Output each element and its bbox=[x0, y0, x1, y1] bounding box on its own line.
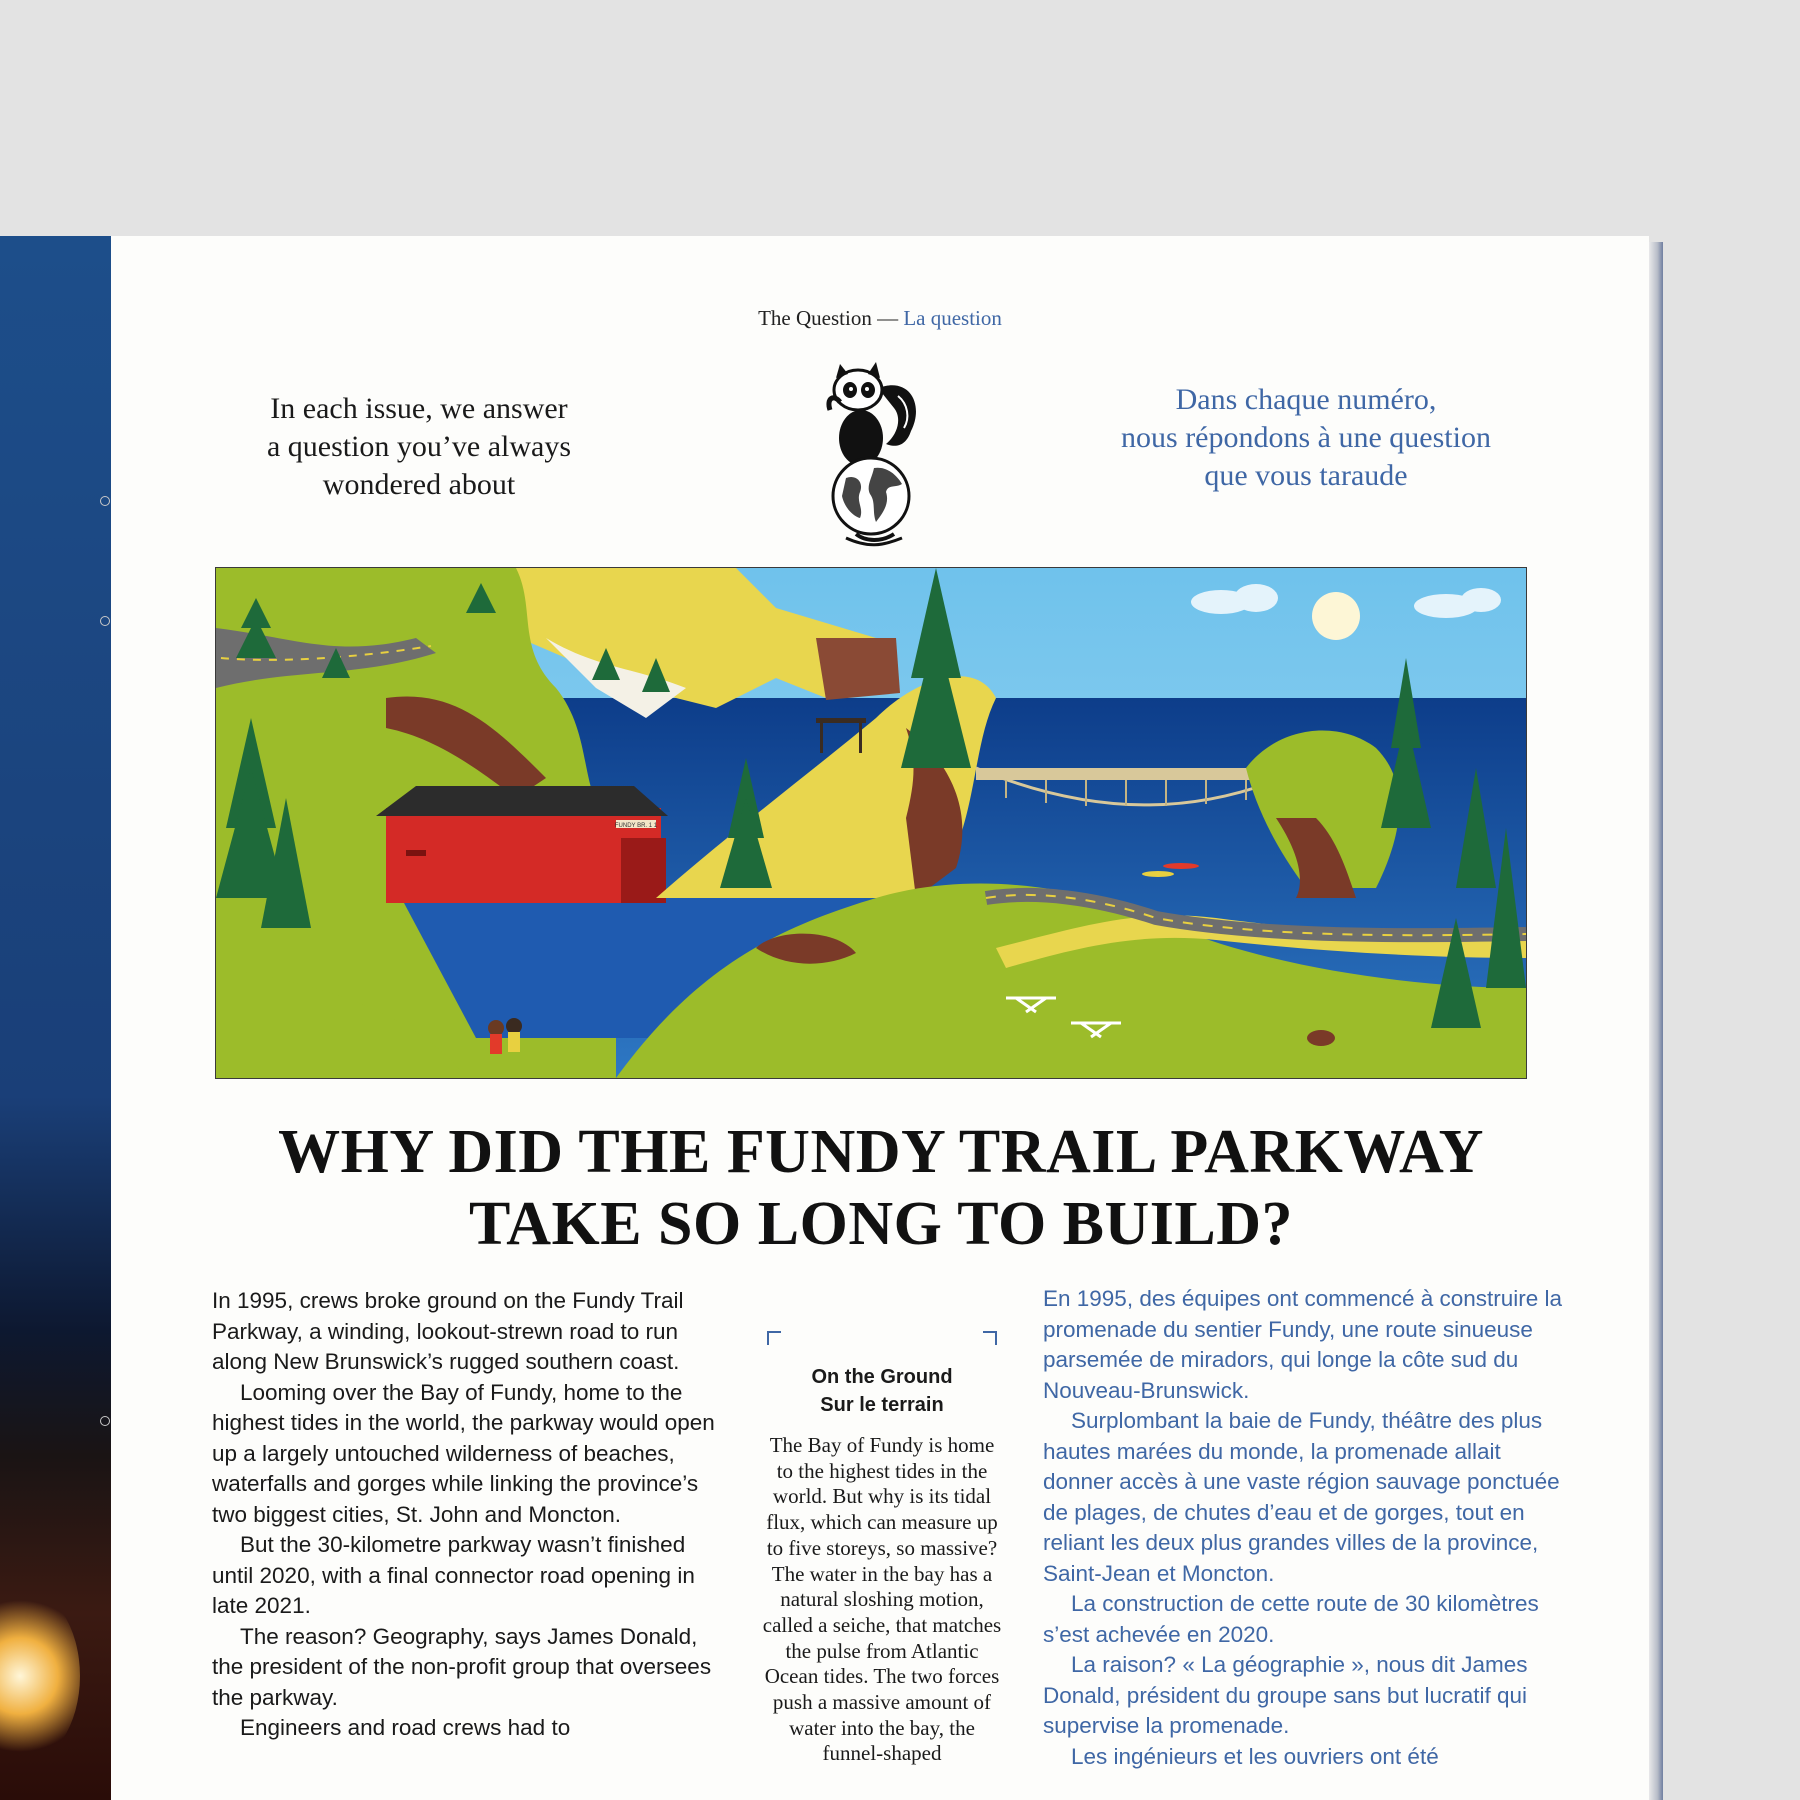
squirrel-globe-mascot-icon bbox=[816, 356, 926, 548]
headline-line: TAKE SO LONG TO BUILD? bbox=[468, 1190, 1294, 1258]
intro-french bbox=[1071, 381, 1541, 495]
page-stack-edge bbox=[1649, 242, 1663, 1800]
corner-mark bbox=[983, 1331, 997, 1345]
paragraph: La raison? « La géographie », nous dit James Donald, président du groupe sans but lucratif qui supervise la promenade. bbox=[1043, 1652, 1528, 1738]
kicker-en: The Question bbox=[758, 306, 872, 330]
section-kicker bbox=[111, 306, 1649, 331]
sidebar-title-en: On the Ground bbox=[811, 1366, 953, 1388]
headline-line: WHY DID THE FUNDY TRAIL PARKWAY bbox=[278, 1118, 1484, 1186]
paragraph: Engineers and road crews had to bbox=[240, 1715, 571, 1740]
sidebar-body: The Bay of Fundy is home to the highest tides in the world. But why is its tidal flux, which can measure up to five storeys, so massive? The water in the bay has a natural sloshing motion, called a seiche, that matches the pulse from Atlantic Ocean tides. The two forces push a massive amount of water into the bay, the funnel-shaped bbox=[762, 1433, 1002, 1766]
paragraph: Les ingénieurs et les ouvriers ont été bbox=[1071, 1743, 1439, 1769]
intro-line: que vous taraude bbox=[1204, 459, 1408, 492]
kicker-separator: — bbox=[877, 306, 899, 330]
corner-mark bbox=[767, 1331, 781, 1345]
paragraph: En 1995, des équipes ont commencé à construire la promenade du sentier Fundy, une route sinueuse parsemée de miradors, qui longe la côte sud du Nouveau-Brunswick. bbox=[1043, 1286, 1563, 1403]
sidebar-title bbox=[761, 1331, 1003, 1419]
intro-line: Dans chaque numéro, bbox=[1175, 383, 1437, 416]
paragraph: Surplombant la baie de Fundy, théâtre des plus hautes marées du monde, la promenade allait donner accès à une vaste région sauvage ponctuée de plages, de chutes d’eau et de gorges, tout en reliant les deux plus grandes villes de la province, Saint-Jean et Moncton. bbox=[1043, 1408, 1560, 1586]
sidebar-box bbox=[761, 1331, 1003, 1767]
paragraph: In 1995, crews broke ground on the Fundy Trail Parkway, a winding, lookout-strewn road to run along New Brunswick’s rugged southern coast. bbox=[212, 1288, 684, 1374]
article-column-english bbox=[212, 1286, 732, 1744]
magazine-page bbox=[111, 236, 1649, 1800]
previous-page-edge bbox=[0, 236, 111, 1800]
kicker-fr: La question bbox=[903, 306, 1002, 330]
paragraph: Looming over the Bay of Fundy, home to the highest tides in the world, the parkway would open up a largely untouched wilderness of beaches, waterfalls and gorges while linking the province’s two biggest cities, St. John and Moncton. bbox=[212, 1379, 715, 1527]
intro-line: In each issue, we answer bbox=[270, 392, 568, 425]
intro-line: nous répondons à une question bbox=[1121, 421, 1491, 454]
paragraph: La construction de cette route de 30 kilomètres s’est achevée en 2020. bbox=[1043, 1591, 1539, 1647]
paragraph: But the 30-kilometre parkway wasn’t finished until 2020, with a final connector road opening in late 2021. bbox=[212, 1532, 695, 1618]
intro-english bbox=[259, 390, 579, 504]
article-headline bbox=[171, 1116, 1591, 1260]
coastal-landscape-illustration bbox=[215, 567, 1527, 1079]
binding-stitch bbox=[100, 496, 110, 506]
intro-line: a question you’ve always bbox=[266, 430, 572, 463]
paragraph: The reason? Geography, says James Donald, the president of the non-profit group that oversees the parkway. bbox=[212, 1623, 712, 1710]
sidebar-title-fr: Sur le terrain bbox=[820, 1394, 944, 1416]
binding-stitch bbox=[100, 616, 110, 626]
light-glow bbox=[0, 1586, 80, 1766]
intro-line: wondered about bbox=[322, 468, 516, 501]
article-column-french bbox=[1043, 1284, 1573, 1772]
binding-stitch bbox=[100, 1416, 110, 1426]
bridge-sign: FUNDY BR. 1 1 bbox=[614, 823, 658, 829]
